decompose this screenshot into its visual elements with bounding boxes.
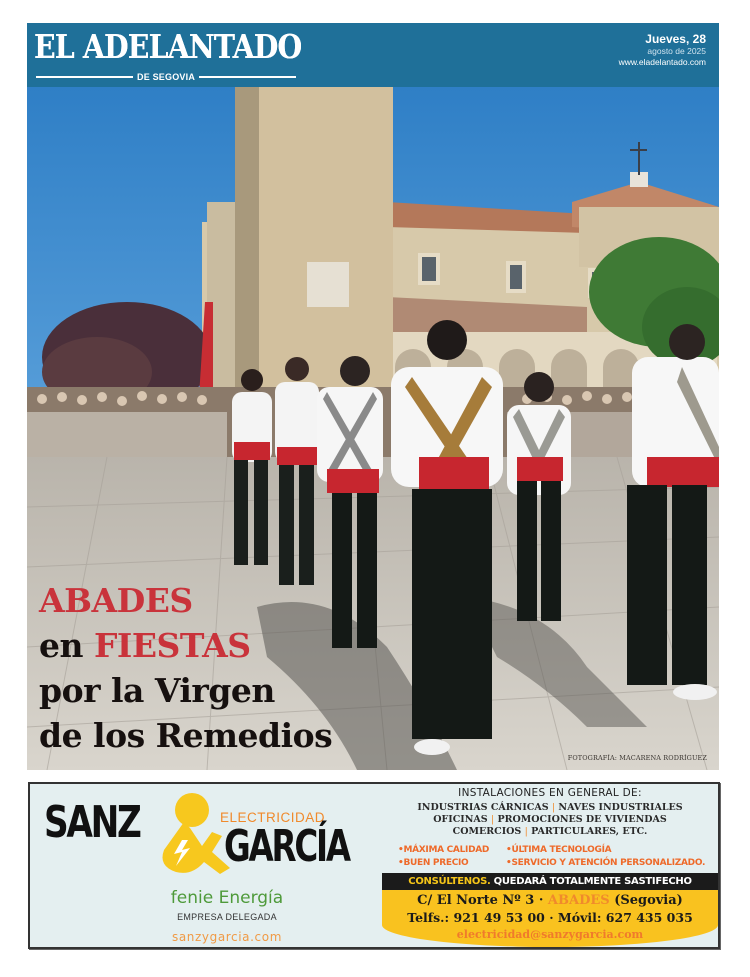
headline-line-1: ABADES [39,581,193,620]
empresa-delegada-label: EMPRESA DELEGADA [177,912,277,922]
brand-sanz: SANZ [44,797,140,848]
ad-categories [382,802,718,838]
fenie-energia-logo: fenie Energía [170,888,284,908]
separator: | [551,802,556,813]
headline-line-3: por la Virgen [39,671,275,710]
category-row [382,826,718,838]
ad-phones[interactable]: Telfs.: 921 49 53 00 · Móvil: 627 435 035 [407,910,693,925]
newspaper-logo[interactable] [34,25,302,83]
category-row [382,814,718,826]
category-item: COMERCIOS [452,826,522,837]
advertisement-sanz-garcia[interactable] [28,782,720,949]
category-item: NAVES INDUSTRIALES [558,802,683,813]
category-item: PROMOCIONES DE VIVIENDAS [497,814,667,825]
category-item: INDUSTRIAS CÁRNICAS [417,802,549,813]
headline-word-fiestas: FIESTAS [94,626,251,665]
website-link[interactable]: www.eladelantado.com [618,57,706,67]
issue-month-year: agosto de 2025 [647,46,706,56]
photo-credit: FOTOGRAFÍA: MACARENA RODRÍGUEZ [567,754,707,762]
address-street: C/ El Norte Nº 3 · [417,893,544,908]
ad-address [382,892,718,909]
separator: | [524,826,528,837]
benefit-item: •SERVICIO Y ATENCIÓN PERSONALIZADO. [506,858,706,868]
ad-details [382,784,718,947]
divider [36,76,133,78]
headline-word-en: en [39,626,83,665]
headline-line-4: de los Remedios [39,716,333,755]
date-block [619,32,706,68]
masthead [27,23,719,87]
ad-benefits [398,844,718,869]
benefit-item: •ÚLTIMA TECNOLOGÍA [506,845,612,855]
ad-heading: INSTALACIONES EN GENERAL DE: [458,787,642,799]
cta-text: QUEDARÁ TOTALMENTE SASTIFECHO [493,876,692,887]
headline-line-2 [39,623,332,668]
address-town: ABADES [547,893,610,908]
cover-photo [27,87,719,770]
ampersand-lightning-icon [144,788,234,878]
ad-call-to-action [382,873,718,890]
ad-website-link[interactable]: sanzygarcia.com [172,930,282,944]
category-item: OFICINAS [433,814,488,825]
separator: | [490,814,495,825]
category-row [382,802,718,814]
logo-subtitle-row [36,71,296,83]
ad-email-link[interactable]: electricidad@sanzygarcia.com [456,928,644,941]
issue-day: Jueves, 28 [645,32,706,46]
benefit-item: •MÁXIMA CALIDAD [398,845,490,855]
logo-title: EL ADELANTADO [34,27,302,66]
benefit-item: •BUEN PRECIO [398,858,469,868]
address-province: (Segovia) [614,893,683,908]
cover-headline[interactable] [39,578,332,758]
ad-brand-logo [44,788,384,944]
brand-electricidad: ELECTRICIDAD [220,810,326,825]
cta-highlight: CONSÚLTENOS. [408,876,491,887]
logo-subtitle: DE SEGOVIA [137,72,196,82]
brand-garcia: GARCÍA [224,821,349,872]
divider [199,76,296,78]
category-item: PARTICULARES, ETC. [531,826,648,837]
